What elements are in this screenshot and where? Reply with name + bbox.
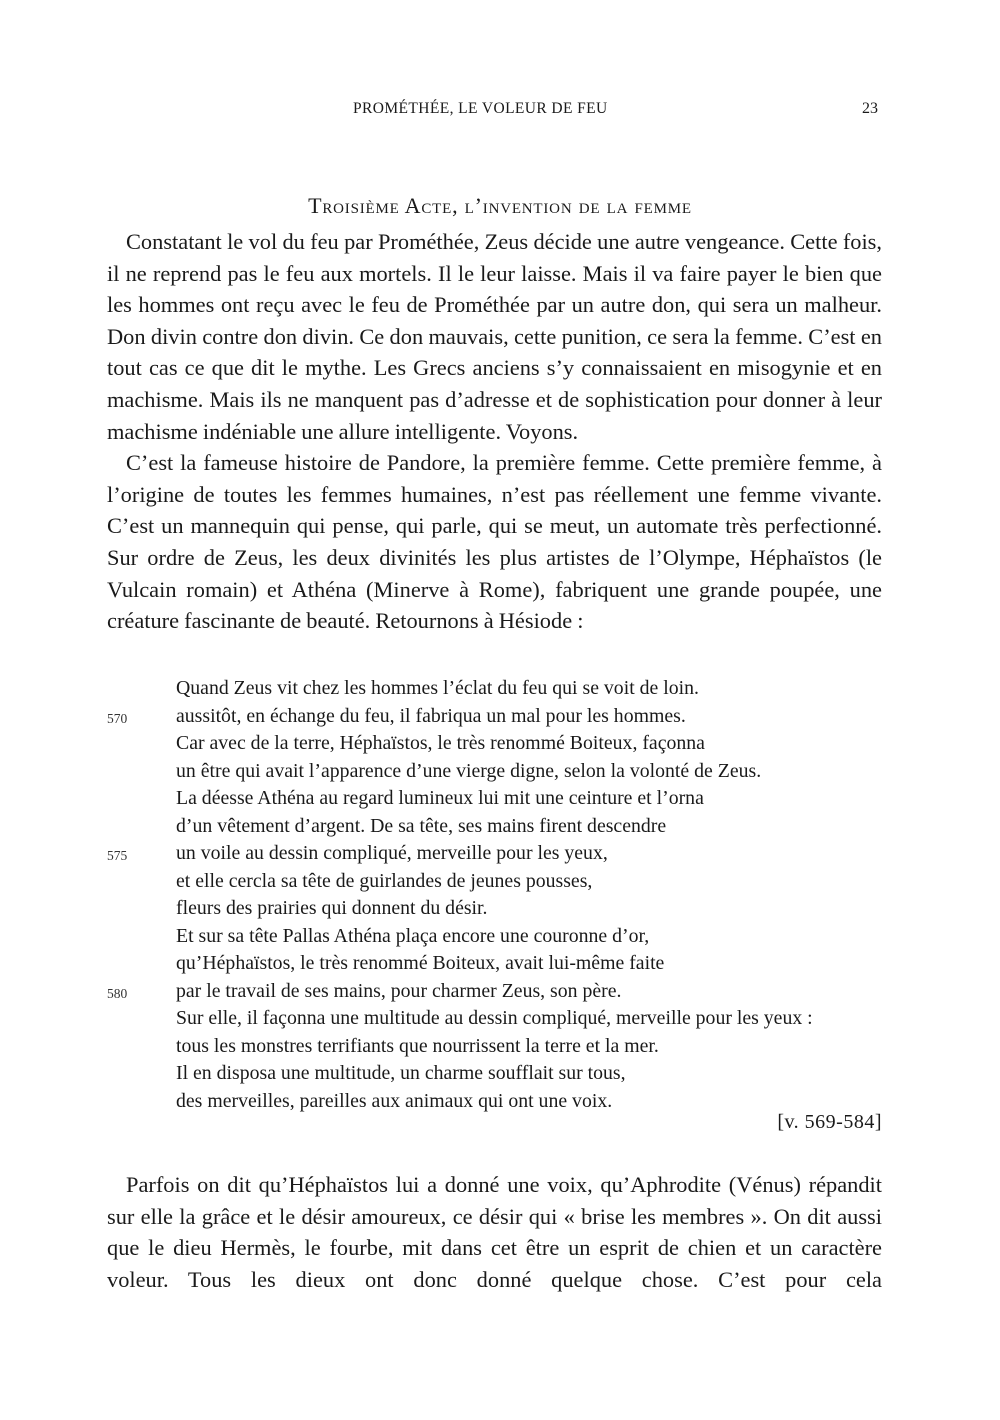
verse-text: Quand Zeus vit chez les hommes l’éclat du feu qui se voit de loin. <box>176 677 699 699</box>
verse-line <box>107 923 882 951</box>
verse-line <box>107 758 882 786</box>
verse-text: aussitôt, en échange du feu, il fabriqua un mal pour les hommes. <box>176 704 686 727</box>
verse-text: des merveilles, pareilles aux animaux qui ont une voix. <box>176 1089 613 1112</box>
verse-text: Sur elle, il façonna une multitude au dessin compliqué, merveille pour les yeux : <box>176 1007 813 1029</box>
continuation-text <box>107 1169 882 1295</box>
verse-line <box>107 895 882 923</box>
verse-text: par le travail de ses mains, pour charmer Zeus, son père. <box>176 979 622 1002</box>
verse-text: d’un vêtement d’argent. De sa tête, ses mains firent descendre <box>176 814 667 837</box>
verse-text: fleurs des prairies qui donnent du désir. <box>176 897 488 919</box>
verse-line <box>107 730 882 758</box>
page-number: 23 <box>862 100 878 117</box>
running-head: PROMÉTHÉE, LE VOLEUR DE FEU <box>353 100 608 117</box>
verse-line <box>107 1060 882 1088</box>
verse-line <box>107 813 882 841</box>
verse-text: et elle cercla sa tête de guirlandes de jeunes pousses, <box>176 869 593 892</box>
verse-line <box>107 1033 882 1061</box>
line-number: 570 <box>107 710 128 726</box>
verse-text: La déesse Athéna au regard lumineux lui mit une ceinture et l’orna <box>176 787 704 809</box>
verse-text: qu’Héphaïstos, le très renommé Boiteux, avait lui-même faite <box>176 952 665 974</box>
verse-line <box>107 1005 882 1033</box>
verse-text: un être qui avait l’apparence d’une vierge digne, selon la volonté de Zeus. <box>176 759 762 782</box>
paragraph: Parfois on dit qu’Héphaïstos lui a donné une voix, qu’Aphrodite (Vénus) répandit sur elle la grâce et le désir amoureux, ce désir qui « brise les membres ». On dit aussi que le dieu Hermès, le fourbe, mit dans cet être un esprit de chien et un caractère voleur. Tous les dieux ont donc donné quelque chose. C’est pour cela <box>107 1172 882 1292</box>
verse-line <box>107 785 882 813</box>
line-number: 575 <box>107 848 128 863</box>
verse-text: Car avec de la terre, Héphaïstos, le très renommé Boiteux, façonna <box>176 732 705 754</box>
verse-citation: [v. 569-584] <box>777 1111 882 1133</box>
verse-text: un voile au dessin compliqué, merveille pour les yeux, <box>176 842 608 864</box>
verse-line <box>107 703 882 731</box>
paragraph: C’est la fameuse histoire de Pandore, la première femme. Cette première femme, à l’origine de toutes les femmes humaines, n’est pas réellement une femme vivante. C’est un mannequin qui pense, qui parle, qui se meut, un automate très perfectionné. Sur ordre de Zeus, les deux divinités les plus artistes de l’Olympe, Héphaïstos (le Vulcain romain) et Athéna (Minerve à Rome), fabriquent une grande poupée, une créature fascinante de beauté. Retournons à Hésiode : <box>107 450 882 634</box>
verse-line <box>107 1088 882 1116</box>
verse-line <box>107 950 882 978</box>
section-title: Troisième Acte, l’invention de la femme <box>308 193 692 218</box>
verse-text: Il en disposa une multitude, un charme soufflait sur tous, <box>176 1062 626 1084</box>
paragraph: Constatant le vol du feu par Prométhée, Zeus décide une autre vengeance. Cette fois, il ne reprend pas le feu aux mortels. Il le leur laisse. Mais il va faire payer le bien que les hommes ont reçu avec le feu de Prométhée par un autre don, qui sera un malheur. Don divin contre don divin. Ce don mauvais, cette punition, ce sera la femme. C’est en tout cas ce que dit le mythe. Les Grecs anciens s’y connaissaient en misogynie et en machisme. Mais ils ne manquent pas d’adresse et de sophistication pour donner à leur machisme indéniable une allure intelligente. Voyons. <box>107 229 882 444</box>
verse-line <box>107 840 882 868</box>
verse-line <box>107 675 882 703</box>
verse-line <box>107 868 882 896</box>
verse-line <box>107 978 882 1006</box>
intro-text <box>107 226 882 637</box>
line-number: 580 <box>107 985 128 1001</box>
verse-text: tous les monstres terrifiants que nourrissent la terre et la mer. <box>176 1034 659 1057</box>
verse-quotation <box>107 675 882 1115</box>
verse-text: Et sur sa tête Pallas Athéna plaça encore une couronne d’or, <box>176 924 650 947</box>
